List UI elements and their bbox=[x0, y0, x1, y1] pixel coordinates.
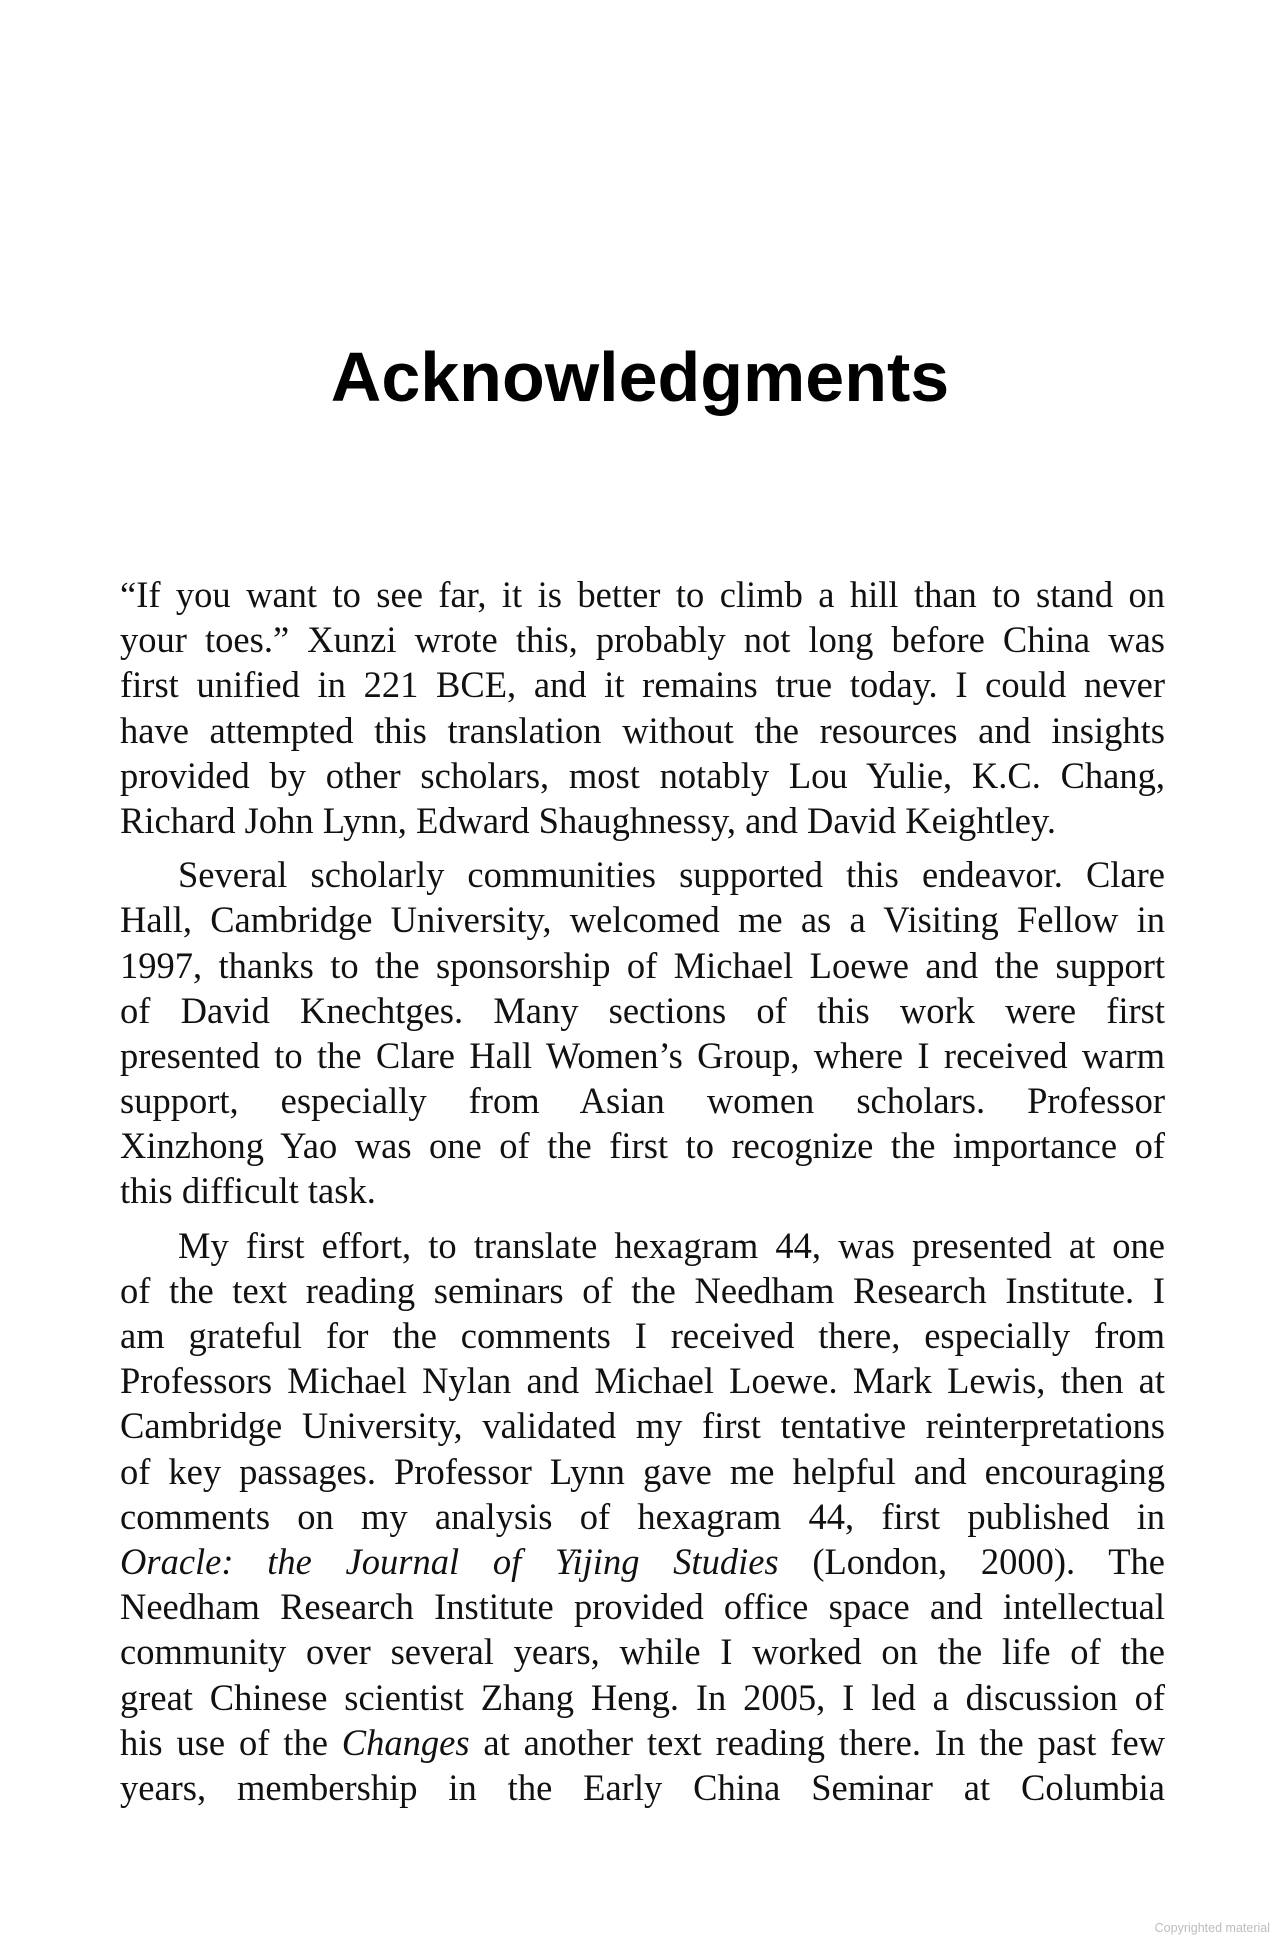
text-segment: comments on my analysis of hexagram 44, first published in bbox=[120, 1495, 1165, 1537]
text-line bbox=[120, 1494, 1165, 1539]
text-line bbox=[120, 1675, 1165, 1720]
text-segment: am grateful for the comments I received there, especially from bbox=[120, 1315, 1165, 1356]
text-segment: support, especially from Asian women scholars. Professor bbox=[120, 1080, 1165, 1122]
text-segment: have attempted this translation without the resources and insights bbox=[120, 709, 1165, 751]
text-segment: first unified in 221 BCE, and it remains true today. I could never bbox=[120, 664, 1165, 706]
text-line bbox=[120, 1168, 1165, 1213]
text-line bbox=[120, 1313, 1165, 1358]
text-line bbox=[120, 1078, 1165, 1123]
text-segment: My first effort, to translate hexagram 44, was presented at one bbox=[178, 1224, 1165, 1266]
text-segment: Cambridge University, validated my first tentative reinterpretations bbox=[120, 1405, 1165, 1447]
text-line bbox=[120, 708, 1165, 753]
italic-title: Oracle: the Journal of Yijing Studies bbox=[120, 1540, 779, 1582]
text-line bbox=[120, 798, 1165, 843]
text-line bbox=[120, 1033, 1165, 1078]
text-line bbox=[120, 1223, 1165, 1268]
text-segment: (London, 2000). The bbox=[778, 1540, 1165, 1582]
text-segment: of David Knechtges. Many sections of this work were first bbox=[120, 989, 1165, 1031]
text-line bbox=[120, 753, 1165, 798]
text-segment: Professors Michael Nylan and Michael Loewe. Mark Lewis, then at bbox=[120, 1360, 1165, 1402]
text-segment: provided by other scholars, most notably Lou Yulie, K.C. Chang, bbox=[120, 754, 1165, 796]
text-line bbox=[120, 617, 1165, 662]
text-line bbox=[120, 897, 1165, 942]
text-line bbox=[120, 1629, 1165, 1674]
text-line bbox=[120, 1720, 1165, 1765]
text-segment: community over several years, while I worked on the life of the bbox=[120, 1631, 1165, 1673]
text-segment: 1997, thanks to the sponsorship of Michael Loewe and the support bbox=[120, 944, 1165, 986]
paragraph bbox=[120, 1223, 1165, 1810]
paragraph bbox=[120, 852, 1165, 1214]
chapter-title: Acknowledgments bbox=[330, 337, 950, 416]
italic-title: Changes bbox=[341, 1721, 470, 1763]
text-segment: Xinzhong Yao was one of the first to recognize the importance of bbox=[120, 1125, 1165, 1167]
text-segment: his use of the bbox=[120, 1721, 342, 1763]
text-segment: Several scholarly communities supported this endeavor. Clare bbox=[178, 854, 1165, 896]
text-line bbox=[120, 1268, 1165, 1313]
text-line bbox=[120, 1539, 1165, 1584]
text-line bbox=[120, 572, 1165, 617]
text-line bbox=[120, 943, 1165, 988]
text-segment: this difficult task. bbox=[120, 1170, 376, 1212]
text-segment: years, membership in the Early China Seminar at Columbia bbox=[120, 1766, 1165, 1808]
text-segment: of key passages. Professor Lynn gave me helpful and encouraging bbox=[120, 1450, 1165, 1492]
text-line bbox=[120, 852, 1165, 897]
text-line bbox=[120, 988, 1165, 1033]
body-text bbox=[120, 572, 1165, 1819]
text-segment: presented to the Clare Hall Women’s Group, where I received warm bbox=[120, 1034, 1165, 1076]
copyright-watermark: Copyrighted material bbox=[1154, 1921, 1270, 1935]
text-segment: Needham Research Institute provided office space and intellectual bbox=[120, 1586, 1165, 1628]
text-line bbox=[120, 1403, 1165, 1448]
text-segment: Richard John Lynn, Edward Shaughnessy, and David Keightley. bbox=[120, 799, 1056, 841]
text-line bbox=[120, 662, 1165, 707]
text-segment: at another text reading there. In the past few bbox=[469, 1721, 1166, 1763]
text-line bbox=[120, 1584, 1165, 1629]
text-segment: “If you want to see far, it is better to climb a hill than to stand on bbox=[120, 574, 1165, 615]
text-segment: Hall, Cambridge University, welcomed me as a Visiting Fellow in bbox=[120, 899, 1165, 941]
text-line bbox=[120, 1449, 1165, 1494]
text-segment: of the text reading seminars of the Needham Research Institute. I bbox=[120, 1269, 1165, 1311]
text-line bbox=[120, 1358, 1165, 1403]
text-segment: great Chinese scientist Zhang Heng. In 2005, I led a discussion of bbox=[120, 1676, 1165, 1718]
text-line bbox=[120, 1123, 1165, 1168]
paragraph bbox=[120, 572, 1165, 843]
text-segment: your toes.” Xunzi wrote this, probably not long before China was bbox=[120, 619, 1165, 661]
text-line bbox=[120, 1765, 1165, 1810]
